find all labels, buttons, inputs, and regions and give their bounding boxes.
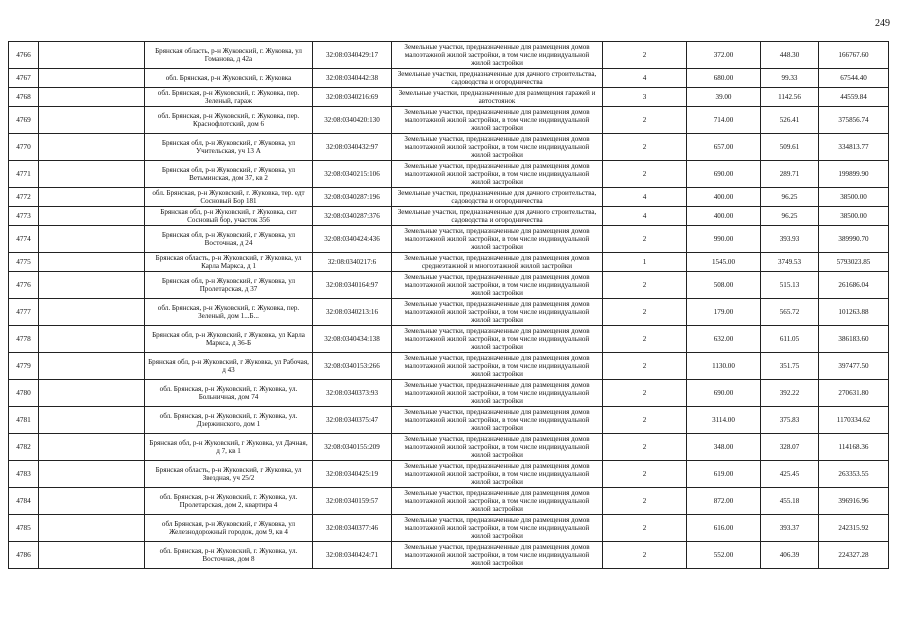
table-row (9, 69, 889, 88)
land-use-cell: Земельные участки, предназначенные для размещения домов малоэтажной жилой застройки, в том числе индивидуальной жилой застройки (392, 542, 603, 569)
group-cell: 2 (603, 326, 687, 353)
specific-value-cell: 393.37 (761, 515, 819, 542)
land-use-cell: Земельные участки, предназначенные для дачного строительства, садоводства и огородничества (392, 207, 603, 226)
address-cell: обл. Брянская, р-н Жуковский, г. Жуковка, пер. Зеленый, гараж (145, 88, 313, 107)
area-cell: 690.00 (687, 380, 761, 407)
address-cell: обл. Брянская, р-н Жуковский, г. Жуковка, ул. Больничная, дом 74 (145, 380, 313, 407)
group-cell: 2 (603, 226, 687, 253)
address-cell: обл. Брянская, р-н Жуковский, г. Жуковка, тер. едт Сосновый Бор 181 (145, 188, 313, 207)
group-cell: 2 (603, 353, 687, 380)
cadastral-value-cell: 263353.55 (819, 461, 889, 488)
specific-value-cell: 1142.56 (761, 88, 819, 107)
table-row (9, 380, 889, 407)
specific-value-cell: 509.61 (761, 134, 819, 161)
row-number-cell: 4785 (9, 515, 39, 542)
table-row (9, 515, 889, 542)
table-row (9, 207, 889, 226)
table-row (9, 542, 889, 569)
specific-value-cell: 96.25 (761, 188, 819, 207)
address-cell: Брянская обл, р-н Жуковский, г Жуковка, ул Дачная, д 7, кв 1 (145, 434, 313, 461)
blank-cell (39, 107, 145, 134)
row-number-cell: 4771 (9, 161, 39, 188)
cadastral-value-cell: 67544.40 (819, 69, 889, 88)
area-cell: 657.00 (687, 134, 761, 161)
row-number-cell: 4777 (9, 299, 39, 326)
cadastral-number-cell: 32:08:0340213:16 (313, 299, 392, 326)
address-cell: обл. Брянская, р-н Жуковский, г. Жуковка, пер. Краснофлотский, дом 6 (145, 107, 313, 134)
land-use-cell: Земельные участки, предназначенные для размещения гаражей и автостоянок (392, 88, 603, 107)
address-cell: Брянская обл, р-н Жуковский, г Жуковка, ул Пролетарская, д 37 (145, 272, 313, 299)
blank-cell (39, 542, 145, 569)
row-number-cell: 4781 (9, 407, 39, 434)
row-number-cell: 4779 (9, 353, 39, 380)
land-use-cell: Земельные участки, предназначенные для размещения домов малоэтажной жилой застройки, в том числе индивидуальной жилой застройки (392, 42, 603, 69)
group-cell: 2 (603, 461, 687, 488)
group-cell: 2 (603, 161, 687, 188)
cadastral-value-cell: 166767.60 (819, 42, 889, 69)
group-cell: 3 (603, 88, 687, 107)
land-use-cell: Земельные участки, предназначенные для дачного строительства, садоводства и огородничества (392, 69, 603, 88)
table-row (9, 407, 889, 434)
address-cell: обл. Брянская, р-н Жуковский, г. Жуковка (145, 69, 313, 88)
specific-value-cell: 351.75 (761, 353, 819, 380)
group-cell: 2 (603, 272, 687, 299)
row-number-cell: 4784 (9, 488, 39, 515)
page-number: 249 (875, 18, 890, 29)
row-number-cell: 4786 (9, 542, 39, 569)
table-body (9, 42, 889, 569)
row-number-cell: 4776 (9, 272, 39, 299)
address-cell: Брянская обл, р-н Жуковский, г Жуковка, ул Рабочая, д 43 (145, 353, 313, 380)
area-cell: 714.00 (687, 107, 761, 134)
land-use-cell: Земельные участки, предназначенные для размещения домов малоэтажной жилой застройки, в том числе индивидуальной жилой застройки (392, 353, 603, 380)
row-number-cell: 4768 (9, 88, 39, 107)
cadastral-number-cell: 32:08:0340153:266 (313, 353, 392, 380)
area-cell: 619.00 (687, 461, 761, 488)
row-number-cell: 4775 (9, 253, 39, 272)
cadastral-number-cell: 32:08:0340216:69 (313, 88, 392, 107)
cadastral-value-cell: 386183.60 (819, 326, 889, 353)
address-cell: обл. Брянская, р-н Жуковский, г. Жуковка, ул. Дзержинского, дом 1 (145, 407, 313, 434)
address-cell: обл Брянская, р-н Жуковский, г Жуковка, ул Железнодорожный городок, дом 9, кв 4 (145, 515, 313, 542)
land-use-cell: Земельные участки, предназначенные для дачного строительства, садоводства и огородничества (392, 188, 603, 207)
area-cell: 680.00 (687, 69, 761, 88)
cadastral-number-cell: 32:08:0340432:97 (313, 134, 392, 161)
address-cell: Брянская область, р-н Жуковский, г. Жуковка, ул Гоманова, д 42а (145, 42, 313, 69)
blank-cell (39, 488, 145, 515)
area-cell: 348.00 (687, 434, 761, 461)
table-row (9, 188, 889, 207)
row-number-cell: 4772 (9, 188, 39, 207)
address-cell: обл. Брянская, р-н Жуковский, г. Жуковка, пер. Зеленый, дом 1...Б... (145, 299, 313, 326)
cadastral-number-cell: 32:08:0340377:46 (313, 515, 392, 542)
blank-cell (39, 353, 145, 380)
blank-cell (39, 69, 145, 88)
row-number-cell: 4766 (9, 42, 39, 69)
cadastral-number-cell: 32:08:0340287:196 (313, 188, 392, 207)
table-row (9, 434, 889, 461)
specific-value-cell: 455.18 (761, 488, 819, 515)
group-cell: 2 (603, 42, 687, 69)
specific-value-cell: 393.93 (761, 226, 819, 253)
blank-cell (39, 434, 145, 461)
area-cell: 632.00 (687, 326, 761, 353)
cadastral-value-cell: 224327.28 (819, 542, 889, 569)
cadastral-number-cell: 32:08:0340373:93 (313, 380, 392, 407)
specific-value-cell: 406.39 (761, 542, 819, 569)
cadastral-number-cell: 32:08:0340420:130 (313, 107, 392, 134)
table-row (9, 488, 889, 515)
cadastral-number-cell: 32:08:0340442:38 (313, 69, 392, 88)
area-cell: 990.00 (687, 226, 761, 253)
cadastral-value-table (8, 41, 889, 569)
group-cell: 2 (603, 107, 687, 134)
area-cell: 1130.00 (687, 353, 761, 380)
specific-value-cell: 375.83 (761, 407, 819, 434)
area-cell: 372.00 (687, 42, 761, 69)
area-cell: 872.00 (687, 488, 761, 515)
area-cell: 3114.00 (687, 407, 761, 434)
address-cell: Брянская обл, р-н Жуковский, г Жуковка, снт Сосновый бор, участок 356 (145, 207, 313, 226)
table-row (9, 353, 889, 380)
address-cell: Брянская обл, р-н Жуковский, г Жуковка, ул Ветьминская, дом 37, кв 2 (145, 161, 313, 188)
cadastral-number-cell: 32:08:0340215:106 (313, 161, 392, 188)
specific-value-cell: 515.13 (761, 272, 819, 299)
land-use-cell: Земельные участки, предназначенные для размещения домов малоэтажной жилой застройки, в том числе индивидуальной жилой застройки (392, 161, 603, 188)
blank-cell (39, 88, 145, 107)
land-use-cell: Земельные участки, предназначенные для размещения домов малоэтажной жилой застройки, в том числе индивидуальной жилой застройки (392, 380, 603, 407)
blank-cell (39, 326, 145, 353)
group-cell: 4 (603, 188, 687, 207)
group-cell: 2 (603, 134, 687, 161)
land-use-cell: Земельные участки, предназначенные для размещения домов малоэтажной жилой застройки, в том числе индивидуальной жилой застройки (392, 515, 603, 542)
cadastral-value-cell: 114168.36 (819, 434, 889, 461)
blank-cell (39, 407, 145, 434)
land-use-cell: Земельные участки, предназначенные для размещения домов малоэтажной жилой застройки, в том числе индивидуальной жилой застройки (392, 299, 603, 326)
land-use-cell: Земельные участки, предназначенные для размещения домов малоэтажной жилой застройки, в том числе индивидуальной жилой застройки (392, 488, 603, 515)
blank-cell (39, 207, 145, 226)
cadastral-number-cell: 32:08:0340434:138 (313, 326, 392, 353)
address-cell: обл. Брянская, р-н Жуковский, г. Жуковка, ул. Пролетарская, дом 2, квартира 4 (145, 488, 313, 515)
cadastral-value-cell: 397477.50 (819, 353, 889, 380)
specific-value-cell: 565.72 (761, 299, 819, 326)
cadastral-value-cell: 270631.80 (819, 380, 889, 407)
area-cell: 508.00 (687, 272, 761, 299)
table-row (9, 42, 889, 69)
table-row (9, 272, 889, 299)
area-cell: 1545.00 (687, 253, 761, 272)
cadastral-value-cell: 38500.00 (819, 188, 889, 207)
area-cell: 690.00 (687, 161, 761, 188)
land-use-cell: Земельные участки, предназначенные для размещения домов малоэтажной жилой застройки, в том числе индивидуальной жилой застройки (392, 326, 603, 353)
cadastral-value-cell: 396916.96 (819, 488, 889, 515)
specific-value-cell: 99.33 (761, 69, 819, 88)
group-cell: 1 (603, 253, 687, 272)
table-row (9, 461, 889, 488)
cadastral-number-cell: 32:08:0340159:57 (313, 488, 392, 515)
group-cell: 2 (603, 299, 687, 326)
row-number-cell: 4783 (9, 461, 39, 488)
land-use-cell: Земельные участки, предназначенные для размещения домов малоэтажной жилой застройки, в том числе индивидуальной жилой застройки (392, 107, 603, 134)
land-use-cell: Земельные участки, предназначенные для размещения домов среднеэтажной и многоэтажной жилой застройки (392, 253, 603, 272)
blank-cell (39, 299, 145, 326)
cadastral-number-cell: 32:08:0340287:376 (313, 207, 392, 226)
blank-cell (39, 188, 145, 207)
table-row (9, 253, 889, 272)
area-cell: 552.00 (687, 542, 761, 569)
specific-value-cell: 526.41 (761, 107, 819, 134)
group-cell: 2 (603, 434, 687, 461)
row-number-cell: 4769 (9, 107, 39, 134)
blank-cell (39, 272, 145, 299)
cadastral-value-cell: 375856.74 (819, 107, 889, 134)
group-cell: 4 (603, 207, 687, 226)
table-row (9, 88, 889, 107)
cadastral-value-cell: 38500.00 (819, 207, 889, 226)
specific-value-cell: 3749.53 (761, 253, 819, 272)
row-number-cell: 4773 (9, 207, 39, 226)
cadastral-number-cell: 32:08:0340155:209 (313, 434, 392, 461)
cadastral-value-cell: 1170334.62 (819, 407, 889, 434)
address-cell: Брянская обл, р-н Жуковский, г Жуковка, ул Учительская, уч 13 А (145, 134, 313, 161)
land-use-cell: Земельные участки, предназначенные для размещения домов малоэтажной жилой застройки, в том числе индивидуальной жилой застройки (392, 461, 603, 488)
specific-value-cell: 611.05 (761, 326, 819, 353)
area-cell: 179.00 (687, 299, 761, 326)
row-number-cell: 4780 (9, 380, 39, 407)
cadastral-value-cell: 199899.90 (819, 161, 889, 188)
blank-cell (39, 461, 145, 488)
blank-cell (39, 380, 145, 407)
table-row (9, 226, 889, 253)
cadastral-value-cell: 44559.84 (819, 88, 889, 107)
table-row (9, 299, 889, 326)
cadastral-value-cell: 261686.04 (819, 272, 889, 299)
specific-value-cell: 96.25 (761, 207, 819, 226)
area-cell: 400.00 (687, 188, 761, 207)
address-cell: Брянская обл, р-н Жуковский, г Жуковка, ул Восточная, д 24 (145, 226, 313, 253)
cadastral-number-cell: 32:08:0340375:47 (313, 407, 392, 434)
blank-cell (39, 161, 145, 188)
specific-value-cell: 448.30 (761, 42, 819, 69)
table-row (9, 161, 889, 188)
row-number-cell: 4770 (9, 134, 39, 161)
group-cell: 2 (603, 542, 687, 569)
cadastral-value-cell: 334813.77 (819, 134, 889, 161)
blank-cell (39, 253, 145, 272)
cadastral-value-cell: 5793023.85 (819, 253, 889, 272)
table-row (9, 134, 889, 161)
area-cell: 616.00 (687, 515, 761, 542)
address-cell: Брянская обл, р-н Жуковский, г Жуковка, ул Карла Маркса, д 36-Б (145, 326, 313, 353)
area-cell: 400.00 (687, 207, 761, 226)
group-cell: 2 (603, 488, 687, 515)
land-use-cell: Земельные участки, предназначенные для размещения домов малоэтажной жилой застройки, в том числе индивидуальной жилой застройки (392, 134, 603, 161)
table-row (9, 107, 889, 134)
blank-cell (39, 226, 145, 253)
cadastral-number-cell: 32:08:0340424:71 (313, 542, 392, 569)
group-cell: 2 (603, 380, 687, 407)
row-number-cell: 4778 (9, 326, 39, 353)
specific-value-cell: 289.71 (761, 161, 819, 188)
cadastral-number-cell: 32:08:0340424:436 (313, 226, 392, 253)
address-cell: обл. Брянская, р-н Жуковский, г. Жуковка, ул. Восточная, дом 8 (145, 542, 313, 569)
land-use-cell: Земельные участки, предназначенные для размещения домов малоэтажной жилой застройки, в том числе индивидуальной жилой застройки (392, 407, 603, 434)
blank-cell (39, 42, 145, 69)
cadastral-value-cell: 101263.88 (819, 299, 889, 326)
land-use-cell: Земельные участки, предназначенные для размещения домов малоэтажной жилой застройки, в том числе индивидуальной жилой застройки (392, 226, 603, 253)
group-cell: 4 (603, 69, 687, 88)
row-number-cell: 4774 (9, 226, 39, 253)
row-number-cell: 4782 (9, 434, 39, 461)
specific-value-cell: 392.22 (761, 380, 819, 407)
address-cell: Брянская область, р-н Жуковский, г Жуковка, ул Звездная, уч 25/2 (145, 461, 313, 488)
cadastral-number-cell: 32:08:0340217:6 (313, 253, 392, 272)
cadastral-number-cell: 32:08:0340425:19 (313, 461, 392, 488)
row-number-cell: 4767 (9, 69, 39, 88)
cadastral-number-cell: 32:08:0340164:97 (313, 272, 392, 299)
land-use-cell: Земельные участки, предназначенные для размещения домов малоэтажной жилой застройки, в том числе индивидуальной жилой застройки (392, 434, 603, 461)
blank-cell (39, 134, 145, 161)
blank-cell (39, 515, 145, 542)
cadastral-value-cell: 389990.70 (819, 226, 889, 253)
area-cell: 39.00 (687, 88, 761, 107)
land-use-cell: Земельные участки, предназначенные для размещения домов малоэтажной жилой застройки, в том числе индивидуальной жилой застройки (392, 272, 603, 299)
address-cell: Брянская область, р-н Жуковский, г Жуковка, ул Карла Маркса, д 1 (145, 253, 313, 272)
group-cell: 2 (603, 515, 687, 542)
cadastral-number-cell: 32:08:0340429:17 (313, 42, 392, 69)
specific-value-cell: 425.45 (761, 461, 819, 488)
cadastral-value-cell: 242315.92 (819, 515, 889, 542)
table-row (9, 326, 889, 353)
specific-value-cell: 328.07 (761, 434, 819, 461)
group-cell: 2 (603, 407, 687, 434)
